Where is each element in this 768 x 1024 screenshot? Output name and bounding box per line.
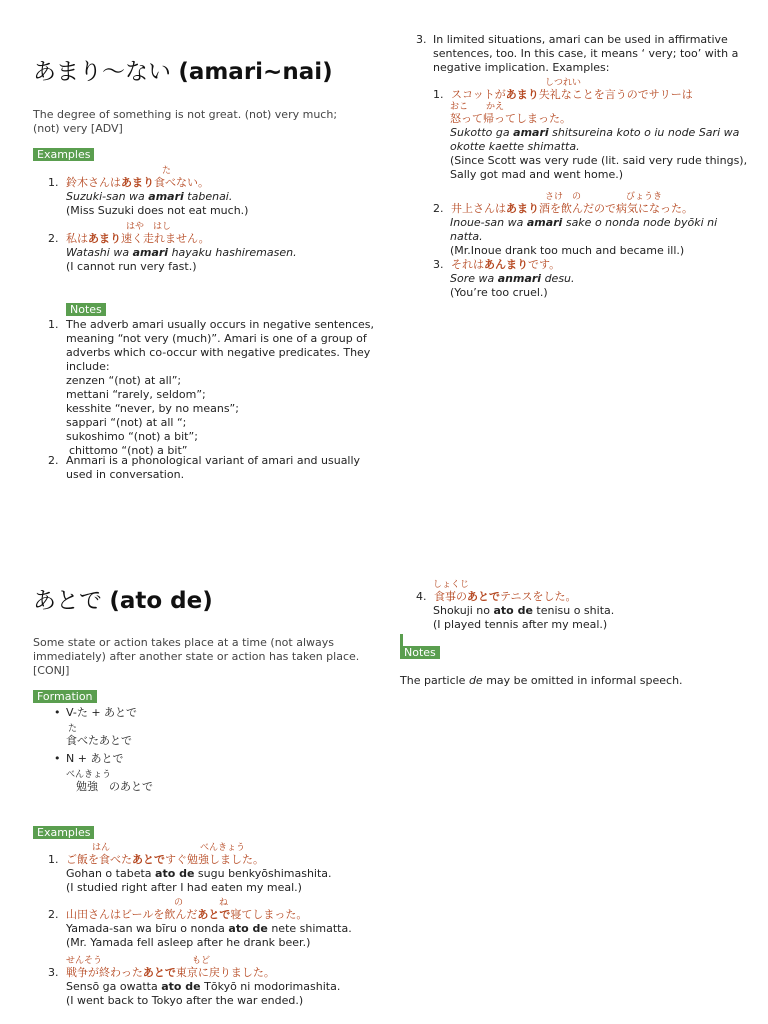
japanese-sentence: 鈴木さんはあまり食べない。 — [66, 176, 209, 189]
formation-example: 勉強 のあとで — [76, 780, 153, 793]
amari-notes-badge — [66, 303, 106, 317]
atode-note-text: The particle de may be omitted in informal speech. — [400, 674, 683, 687]
japanese-sentence: それはあんまりです。 — [451, 258, 561, 271]
japanese-sentence: ご飯を食べたあとですぐ勉強しました。 — [66, 853, 264, 866]
note-line: Anmari is a phonological variant of amari and usually — [66, 454, 361, 467]
atode-definition — [33, 636, 373, 678]
amari-notes-label: Notes — [66, 303, 106, 316]
formation-furigana: べんきょう — [66, 770, 112, 780]
romaji-sentence: Watashi wa amari hayaku hashiremasen. — [66, 246, 297, 259]
english-translation: (I played tennis after my meal.) — [433, 618, 608, 631]
english-translation: (You’re too cruel.) — [450, 286, 548, 299]
english-line2: Sally got mad and went home.) — [450, 168, 624, 181]
formation-pattern: • N + あとで — [66, 752, 266, 766]
japanese-sentence: スコットがあまり失礼なことを言うのでサリーは — [451, 88, 693, 101]
formation-example: 食べたあとで — [66, 734, 132, 747]
note-line: adverbs which co-occur with negative predicates. They — [66, 346, 371, 359]
furigana-line2: おこ かえ — [450, 102, 505, 112]
furigana: の ね — [174, 898, 229, 908]
furigana: はや はし — [126, 222, 172, 232]
example-number: 1. — [433, 88, 444, 101]
example-number: 2. — [48, 908, 59, 921]
furigana: さけ の びょうき — [545, 192, 663, 202]
atode-title-romaji: (ato de) — [109, 588, 213, 614]
atode-formation-badge — [33, 690, 97, 704]
amari-example-2 — [48, 222, 378, 274]
amari-examples-label: Examples — [33, 148, 94, 161]
atode-examples-label: Examples — [33, 826, 94, 839]
amari-example-1 — [48, 166, 378, 218]
note-line: chittomo “(not) a bit” — [69, 444, 188, 457]
note-number: 3. — [416, 33, 427, 46]
example-number: 4. — [416, 590, 427, 603]
japanese-line2: 怒って帰ってしまった。 — [450, 112, 571, 125]
romaji-line2: okotte kaette shimatta. — [450, 140, 580, 153]
amari-definition: The degree of something is not great. (not) very much; (not) very [ADV] — [33, 108, 338, 135]
romaji-sentence: Sensō ga owatta ato de Tōkyō ni modorimashita. — [66, 980, 341, 993]
romaji-line2: natta. — [450, 230, 483, 243]
japanese-sentence: 私はあまり速く走れません。 — [66, 232, 210, 245]
note-line: kesshite “never, by no means”; — [66, 402, 239, 415]
romaji-sentence: Sukotto ga amari shitsureina koto o iu node Sari wa — [450, 126, 740, 139]
note-line: zenzen “(not) at all”; — [66, 374, 182, 387]
english-translation: (I studied right after I had eaten my meal.) — [66, 881, 302, 894]
atode-formation-label: Formation — [33, 690, 97, 703]
note-line: sappari “(not) at all “; — [66, 416, 187, 429]
note-number: 1. — [48, 318, 59, 331]
romaji-sentence: Suzuki-san wa amari tabenai. — [66, 190, 233, 203]
amari-sub-example-3 — [433, 258, 763, 300]
example-number: 3. — [48, 966, 59, 979]
example-number: 3. — [433, 258, 444, 271]
amari-sub-example-1 — [433, 78, 763, 182]
amari-note-3 — [416, 33, 756, 75]
atode-example-1 — [48, 843, 388, 895]
definition-line: [CONJ] — [33, 664, 70, 677]
amari-note-1 — [48, 318, 378, 458]
amari-sub-example-2 — [433, 192, 763, 258]
atode-formation-list — [66, 706, 266, 794]
definition-line: immediately) after another state or action has taken place. — [33, 650, 360, 663]
romaji-sentence: Yamada-san wa bīru o nonda ato de nete shimatta. — [66, 922, 352, 935]
furigana: しょくじ — [433, 580, 470, 590]
formation-pattern: • V-た + あとで — [66, 706, 266, 720]
english-translation: (Miss Suzuki does not eat much.) — [66, 204, 249, 217]
english-translation: (Mr.Inoue drank too much and became ill.) — [450, 244, 685, 257]
formation-furigana: た — [68, 724, 78, 734]
furigana: はん べんきょう — [92, 843, 246, 853]
atode-example-2 — [48, 898, 388, 950]
note-line: The adverb amari usually occurs in negative sentences, — [66, 318, 375, 331]
note-line: used in conversation. — [66, 468, 185, 481]
amari-note-2 — [48, 454, 378, 482]
note-line: negative implication. Examples: — [433, 61, 610, 74]
note-line: meaning “not very (much)”. Amari is one of a group of — [66, 332, 367, 345]
example-number: 2. — [48, 232, 59, 245]
amari-title-jp: あまり〜ない — [33, 59, 171, 85]
amari-examples-badge — [33, 148, 94, 162]
note-line: sentences, too. In this case, it means ‘ very; too’ with a — [433, 47, 739, 60]
atode-notes-badge — [400, 646, 440, 660]
amari-title-romaji: (amari~nai) — [178, 59, 333, 85]
example-number: 1. — [48, 853, 59, 866]
example-number: 2. — [433, 202, 444, 215]
furigana: た — [162, 166, 172, 176]
atode-notes-label: Notes — [400, 646, 440, 659]
atode-example-4 — [416, 580, 756, 632]
note-line: In limited situations, amari can be used in affirmative — [433, 33, 728, 46]
atode-title — [33, 587, 213, 615]
furigana: せんそう もど — [66, 956, 211, 966]
japanese-sentence: 井上さんはあまり酒を飲んだので病気になった。 — [451, 202, 693, 215]
english-translation: (I went back to Tokyo after the war ended.) — [66, 994, 304, 1007]
english-translation: (Since Scott was very rude (lit. said very rude things), — [450, 154, 748, 167]
note-line: include: — [66, 360, 110, 373]
atode-example-3 — [48, 956, 388, 1008]
romaji-sentence: Inoue-san wa amari sake o nonda node byōki ni — [450, 216, 718, 229]
note-number: 2. — [48, 454, 59, 467]
english-translation: (Mr. Yamada fell asleep after he drank beer.) — [66, 936, 311, 949]
japanese-sentence: 山田さんはビールを飲んだあとで寝てしまった。 — [66, 908, 308, 921]
note-line: mettani “rarely, seldom”; — [66, 388, 206, 401]
japanese-sentence: 食事のあとでテニスをした。 — [434, 590, 577, 603]
romaji-sentence: Gohan o tabeta ato de sugu benkyōshimashita. — [66, 867, 332, 880]
amari-title — [33, 58, 333, 86]
example-number: 1. — [48, 176, 59, 189]
atode-examples-badge — [33, 826, 94, 840]
romaji-sentence: Shokuji no ato de tenisu o shita. — [433, 604, 615, 617]
atode-title-jp: あとで — [33, 588, 102, 614]
english-translation: (I cannot run very fast.) — [66, 260, 197, 273]
note-line: sukoshimo “(not) a bit”; — [66, 430, 198, 443]
romaji-sentence: Sore wa anmari desu. — [450, 272, 575, 285]
furigana: しつれい — [545, 78, 582, 88]
japanese-sentence: 戦争が終わったあとで東京に戻りました。 — [66, 966, 275, 979]
definition-line: Some state or action takes place at a time (not always — [33, 636, 334, 649]
